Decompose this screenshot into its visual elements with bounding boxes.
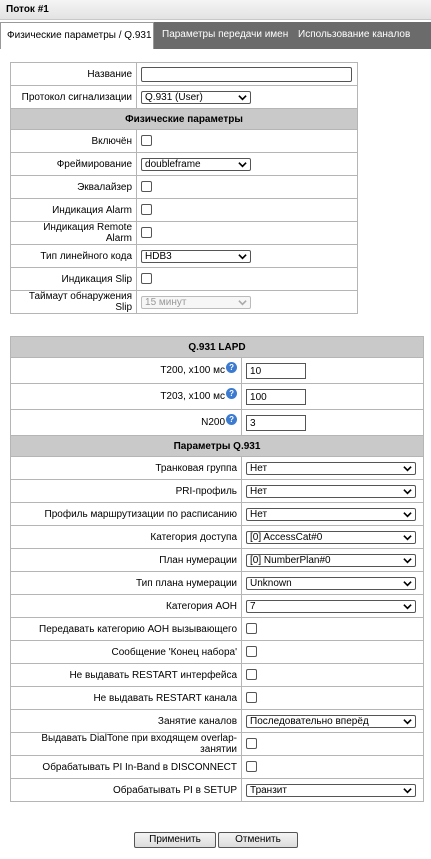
row-equalizer bbox=[11, 176, 358, 199]
remote-alarm-label: Индикация Remote Alarm bbox=[11, 222, 137, 245]
slip-checkbox[interactable] bbox=[141, 273, 152, 284]
no-restart-if-label: Не выдавать RESTART интерфейса bbox=[11, 664, 242, 687]
physical-section-header: Физические параметры bbox=[11, 109, 358, 130]
row-name bbox=[11, 63, 358, 86]
pri-profile-select[interactable]: Нет bbox=[246, 485, 416, 498]
no-restart-ch-label: Не выдавать RESTART канала bbox=[11, 687, 242, 710]
row-slip-timeout bbox=[11, 291, 358, 314]
row-access bbox=[11, 526, 424, 549]
numplan-type-label: Тип плана нумерации bbox=[11, 572, 242, 595]
protocol-label: Протокол сигнализации bbox=[11, 86, 137, 109]
lapd-section-header: Q.931 LAPD bbox=[11, 337, 424, 358]
name-label: Название bbox=[11, 63, 137, 86]
row-n200 bbox=[11, 410, 424, 436]
row-pi-setup bbox=[11, 779, 424, 802]
pi-setup-select[interactable]: Транзит bbox=[246, 784, 416, 797]
access-select[interactable]: [0] AccessCat#0 bbox=[246, 531, 416, 544]
n200-field[interactable]: 3 bbox=[246, 415, 306, 431]
aon-label: Категория АОН bbox=[11, 595, 242, 618]
row-pass-aon bbox=[11, 618, 424, 641]
alarm-label: Индикация Alarm bbox=[11, 199, 137, 222]
help-icon[interactable]: ? bbox=[226, 388, 237, 399]
row-t200 bbox=[11, 358, 424, 384]
q931-params-table bbox=[10, 336, 424, 802]
remote-alarm-checkbox[interactable] bbox=[141, 227, 152, 238]
chevron-down-icon bbox=[403, 717, 412, 726]
chevron-down-icon bbox=[403, 786, 412, 795]
slip-timeout-label: Таймаут обнаружения Slip bbox=[11, 291, 137, 314]
row-no-restart-if bbox=[11, 664, 424, 687]
equalizer-label: Эквалайзер bbox=[11, 176, 137, 199]
tab-physical-q931[interactable]: Физические параметры / Q.931 bbox=[0, 22, 154, 49]
access-label: Категория доступа bbox=[11, 526, 242, 549]
pri-profile-label: PRI-профиль bbox=[11, 480, 242, 503]
chevron-down-icon bbox=[238, 252, 247, 261]
channel-seize-select[interactable]: Последовательно вперёд bbox=[246, 715, 416, 728]
dialtone-label: Выдавать DialTone при входящем overlap-занятии bbox=[11, 733, 242, 756]
aon-select[interactable]: 7 bbox=[246, 600, 416, 613]
framing-select[interactable]: doubleframe bbox=[141, 158, 251, 171]
slip-timeout-select: 15 минут bbox=[141, 296, 251, 309]
chevron-down-icon bbox=[403, 487, 412, 496]
slip-label: Индикация Slip bbox=[11, 268, 137, 291]
numplan-select[interactable]: [0] NumberPlan#0 bbox=[246, 554, 416, 567]
chevron-down-icon bbox=[403, 464, 412, 473]
t200-label: T200, x100 мс bbox=[160, 365, 226, 376]
chevron-down-icon bbox=[403, 602, 412, 611]
row-aon bbox=[11, 595, 424, 618]
chevron-down-icon bbox=[238, 160, 247, 169]
t203-label: T203, x100 мс bbox=[160, 391, 226, 402]
t203-field[interactable]: 100 bbox=[246, 389, 306, 405]
tab-name-transfer[interactable]: Параметры передачи имен bbox=[162, 29, 289, 40]
enabled-label: Включён bbox=[11, 130, 137, 153]
chevron-down-icon bbox=[403, 556, 412, 565]
chevron-down-icon bbox=[403, 579, 412, 588]
chevron-down-icon bbox=[403, 533, 412, 542]
schedule-select[interactable]: Нет bbox=[246, 508, 416, 521]
end-dial-checkbox[interactable] bbox=[246, 646, 257, 657]
trunk-group-label: Транковая группа bbox=[11, 457, 242, 480]
help-icon[interactable]: ? bbox=[226, 362, 237, 373]
row-line-code bbox=[11, 245, 358, 268]
row-enabled bbox=[11, 130, 358, 153]
numplan-type-select[interactable]: Unknown bbox=[246, 577, 416, 590]
alarm-checkbox[interactable] bbox=[141, 204, 152, 215]
end-dial-label: Сообщение 'Конец набора' bbox=[11, 641, 242, 664]
row-protocol bbox=[11, 86, 358, 109]
pi-setup-label: Обрабатывать PI в SETUP bbox=[11, 779, 242, 802]
row-pri-profile bbox=[11, 480, 424, 503]
row-remote-alarm bbox=[11, 222, 358, 245]
row-framing bbox=[11, 153, 358, 176]
row-alarm bbox=[11, 199, 358, 222]
pi-disconnect-label: Обрабатывать PI In-Band в DISCONNECT bbox=[11, 756, 242, 779]
q931-section-header: Параметры Q.931 bbox=[11, 436, 424, 457]
pass-aon-label: Передавать категорию АОН вызывающего bbox=[11, 618, 242, 641]
row-slip bbox=[11, 268, 358, 291]
tab-bar bbox=[0, 22, 431, 49]
equalizer-checkbox[interactable] bbox=[141, 181, 152, 192]
line-code-label: Тип линейного кода bbox=[11, 245, 137, 268]
line-code-select[interactable]: HDB3 bbox=[141, 250, 251, 263]
no-restart-ch-checkbox[interactable] bbox=[246, 692, 257, 703]
window-titlebar bbox=[0, 0, 431, 20]
no-restart-if-checkbox[interactable] bbox=[246, 669, 257, 680]
help-icon[interactable]: ? bbox=[226, 414, 237, 425]
protocol-select[interactable]: Q.931 (User) bbox=[141, 91, 251, 104]
row-pi-disconnect bbox=[11, 756, 424, 779]
row-schedule bbox=[11, 503, 424, 526]
channel-seize-label: Занятие каналов bbox=[11, 710, 242, 733]
tab-channel-usage[interactable]: Использование каналов bbox=[298, 29, 411, 40]
row-numplan-type bbox=[11, 572, 424, 595]
schedule-label: Профиль маршрутизации по расписанию bbox=[11, 503, 242, 526]
pi-disconnect-checkbox[interactable] bbox=[246, 761, 257, 772]
name-field[interactable] bbox=[141, 67, 352, 82]
n200-label: N200 bbox=[201, 417, 226, 428]
chevron-down-icon bbox=[238, 93, 247, 102]
chevron-down-icon bbox=[238, 298, 247, 307]
t200-field[interactable]: 10 bbox=[246, 363, 306, 379]
chevron-down-icon bbox=[403, 510, 412, 519]
framing-label: Фреймирование bbox=[11, 153, 137, 176]
row-channel-seize bbox=[11, 710, 424, 733]
dialtone-checkbox[interactable] bbox=[246, 738, 257, 749]
pass-aon-checkbox[interactable] bbox=[246, 623, 257, 634]
enabled-checkbox[interactable] bbox=[141, 135, 152, 146]
row-dialtone bbox=[11, 733, 424, 756]
window-title: Поток #1 bbox=[6, 4, 49, 15]
row-trunk-group bbox=[11, 457, 424, 480]
row-numplan bbox=[11, 549, 424, 572]
row-end-dial bbox=[11, 641, 424, 664]
cancel-button[interactable]: Отменить bbox=[218, 832, 298, 848]
trunk-group-select[interactable]: Нет bbox=[246, 462, 416, 475]
row-t203 bbox=[11, 384, 424, 410]
apply-button[interactable]: Применить bbox=[134, 832, 216, 848]
numplan-label: План нумерации bbox=[11, 549, 242, 572]
row-no-restart-ch bbox=[11, 687, 424, 710]
physical-params-table bbox=[10, 62, 358, 314]
